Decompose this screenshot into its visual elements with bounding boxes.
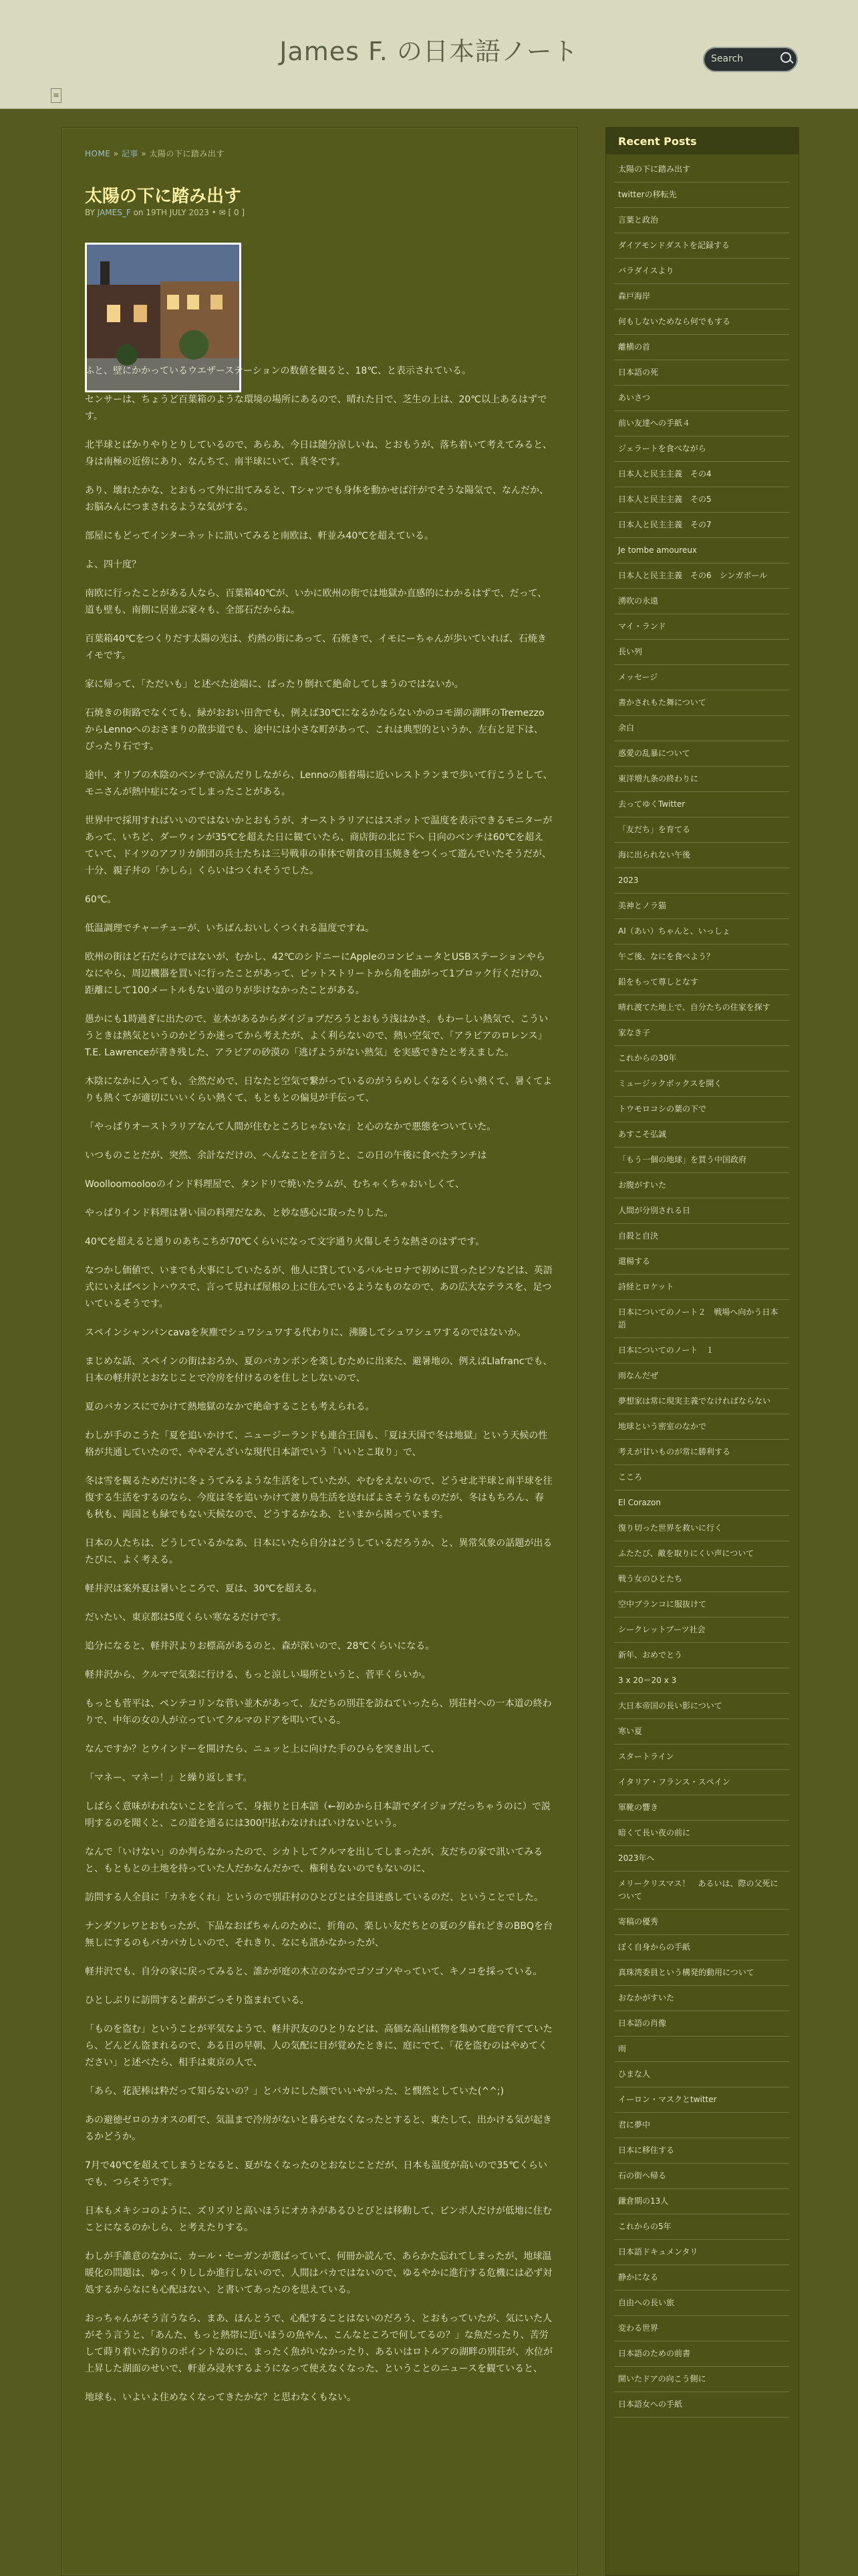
breadcrumb-current: 太陽の下に踏み出す xyxy=(149,149,225,158)
paragraph: おっちゃんがそう言うなら、まあ、ほんとうで、心配することはないのだろう、とおもっていたが、気にいた人がそう言うと、「あんた、もっと熱帯に近いほうの魚やん、こんなところで何してるの？」な魚だったり、苦労して蒔り着いた釣りのポイントなのに、まったく魚がいなかったり、あるいはロトルアの湖畔の別荘が、水位が上昇した湖面のせいで、軒並み浸水するようになって使えなくなった、ということのニュースを観ていると、 xyxy=(85,2313,553,2374)
sidebar-post-link[interactable]: 自殺と自決 xyxy=(614,1224,789,1249)
main-article xyxy=(61,127,577,2576)
sidebar-post-link[interactable]: 離横の首 xyxy=(614,335,789,360)
sidebar-post-link[interactable]: 雨 xyxy=(614,2037,789,2062)
sidebar-post-link[interactable]: 太陽の下に踏み出す xyxy=(614,157,789,182)
paragraph: 部屋にもどってインターネットに訊いてみると南欧は、軒並み40℃を超えている。 xyxy=(85,531,434,541)
sidebar-post-link[interactable]: ぼく自身からの手紙 xyxy=(614,1935,789,1960)
sidebar-post-link[interactable]: 森戸海岸 xyxy=(614,284,789,309)
sidebar-post-link[interactable]: これからの5年 xyxy=(614,2214,789,2240)
sidebar-post-link[interactable]: 石の街へ帰る xyxy=(614,2164,789,2189)
sidebar-post-link[interactable]: 寒い夏 xyxy=(614,1719,789,1745)
sidebar-post-link[interactable]: 寄稿の優秀 xyxy=(614,1910,789,1935)
sidebar-post-link[interactable]: 日本人と民主主義 その4 xyxy=(614,462,789,487)
sidebar-post-link[interactable]: イタリア・フランス・スペイン xyxy=(614,1770,789,1795)
sidebar-post-link[interactable]: 日本人と民主主義 その5 xyxy=(614,487,789,513)
sidebar-post-link[interactable]: お腹がすいた xyxy=(614,1173,789,1198)
post-title: 太陽の下に踏み出す xyxy=(85,186,242,207)
paragraph: あの避徳ゼロのカオスの町で、気温まで冷房がないと暮らせなくなったとすると、東たして、出かける気が起きるかどうか。 xyxy=(85,2115,552,2142)
sidebar-post-link[interactable]: 空中ブランコに服抜けて xyxy=(614,1592,789,1618)
paragraph: センサーは、ちょうど百葉箱のような環境の場所にあるので、晴れた日で、芝生の上は、20℃以上あるはずです。 xyxy=(85,394,547,422)
sidebar-post-link[interactable]: 開いたドアの向こう側に xyxy=(614,2367,789,2392)
sidebar-post-link[interactable]: 人間が分別される日 xyxy=(614,1198,789,1224)
breadcrumb-home-link[interactable]: HOME xyxy=(85,149,111,158)
sidebar-post-link[interactable]: 日本語の肖像 xyxy=(614,2011,789,2037)
sidebar-post-link[interactable]: 家なき子 xyxy=(614,1021,789,1046)
paragraph: 欧州の街はど石だらけではないが、むかし、42℃のシドニーにAppleのコンピュータとUSBステーションやらなにやら、周辺機器を買いに行ったことがあって、ピットストリートから角を曲がって1ブロック行くだけの、距離にして100メートルもない道のりが歩けなかったことがある。 xyxy=(85,952,548,996)
paragraph: よ、四十度？ xyxy=(85,559,141,570)
sidebar-post-link[interactable]: 長い列 xyxy=(614,640,789,665)
search-placeholder: Search xyxy=(711,53,744,64)
paragraph: 木陰になかに入っても、全然だめで、日なたと空気で繋がっているのがうらめしくなるくらい熱くて、暑くてよりも熱くてが適切にいいくらい熱くて、もともとの偏見が手伝って、 xyxy=(85,1076,553,1104)
paragraph: わしが手のこうた「夏を追いかけて、ニュージーランドも連合王国も、「夏は天国で冬は地獄」という天候の性格が共通していたので、ややぞんざいな現代日本語でいう「いいとこ取り」で、 xyxy=(85,1430,548,1458)
paragraph: あり、壊れたかな、とおもって外に出てみると、Tシャツでも身体を動かせば汗がでそうな陽気で、なんだか、お脳みんにつまされるような気がする。 xyxy=(85,485,549,513)
paragraph: まじめな話、スペインの街はおろか、夏のバカンボンを楽しむために出来た、避暑地の、例えばLlafrancでも、日本の軽井沢とおなじことで冷房を付けるのを住しとしないので、 xyxy=(85,1356,553,1384)
paragraph: 40℃を超えると通りのあちこちが70℃くらいになって文字通り火傷しそうな熱さのはずです。 xyxy=(85,1237,485,1247)
sidebar-post-link[interactable]: 軍靴の響き xyxy=(614,1795,789,1821)
author-link[interactable]: JAMES_F xyxy=(97,208,131,217)
paragraph: 「やっぱりオーストラリアなんて人間が住むところじゃないな」と心のなかで悪態をついていた。 xyxy=(85,1122,496,1132)
paragraph: いつものことだが、突然、余計なだけの、へんなことを言うと、この日の午後に食べたランチは xyxy=(85,1150,487,1161)
sidebar-post-link[interactable]: 真珠湾委員という構発的動用について xyxy=(614,1960,789,1986)
post-date: 19TH JULY 2023 xyxy=(146,208,209,217)
paragraph: 「マネー、マネー！」と繰り返します。 xyxy=(85,1773,253,1783)
sidebar-post-link[interactable]: 言葉と政治 xyxy=(614,208,789,233)
search-input[interactable] xyxy=(703,47,798,72)
meta-by-label: BY xyxy=(85,208,95,217)
paragraph: なんで「いけない」のか判らなかったので、シカトしてクルマを出してしまったが、友だちの家で訊いてみると、もともとの土地を持っていた人だかなんだかで、権利もないのでもないのに、 xyxy=(85,1847,543,1874)
sidebar-post-link[interactable]: 余白 xyxy=(614,716,789,741)
sidebar-post-link[interactable]: 自由への長い旅 xyxy=(614,2291,789,2316)
paragraph: 訪問する人全員に「カネをくれ」というので別荘村のひとびとは全員迷惑しているのだ、ということでした。 xyxy=(85,1892,543,1903)
sidebar-post-link[interactable]: 地球という密室のなかで xyxy=(614,1414,789,1440)
sidebar-post-link[interactable]: スタートライン xyxy=(614,1745,789,1770)
sidebar-post-link[interactable]: 日本についてのノート２ 戦場へ向かう日本語 xyxy=(614,1300,789,1338)
paragraph: 日本の人たちは、どうしているかなあ、日本にいたら自分はどうしているだろうか、と、異常気象の話題が出るたびに、よく考える。 xyxy=(85,1538,553,1565)
paragraph: 百葉箱40℃をつくりだす太陽の光は、灼熱の街にあって、石焼きで、イモにーちゃんが歩いていれば、石焼きイモです。 xyxy=(85,634,547,661)
sidebar-post-link[interactable]: 日本語の死 xyxy=(614,360,789,386)
sidebar-post-link[interactable]: あいさつ xyxy=(614,386,789,411)
sidebar-post-link[interactable]: 2023 xyxy=(614,868,789,894)
paragraph: もっとも菅平は、ペンテコリンな菅い並木があって、友だちの別荘を訪ねていったら、別荘村への一本道の終わりで、中年の女の人が立っていてクルマのドアを叩いている。 xyxy=(85,1698,552,1726)
recent-posts-heading: Recent Posts xyxy=(618,135,697,148)
paragraph: 7月で40℃を超えてしまうとなると、夏がなくなったのとおなじことだが、日本も温度が高いので35℃くらいでも、つらそうです。 xyxy=(85,2160,547,2188)
sidebar-post-link[interactable]: ジェラートを食べながら xyxy=(614,436,789,462)
paragraph: しばらく意味がわれないことを言って、身振りと日本語（←初めから日本語でダイジョブだっちゃうのに）で説明するのを聞くと、この道を通るには300円払わなければいけないという。 xyxy=(85,1801,551,1829)
paragraph: 60℃。 xyxy=(85,894,117,905)
sidebar-post-link[interactable]: 「友だち」を育てる xyxy=(614,817,789,843)
menu-toggle-button[interactable]: ≡ xyxy=(51,88,61,103)
sidebar-post-link[interactable]: あすこそ弘誠 xyxy=(614,1122,789,1148)
paragraph: スペインシャンパンcavaを灰塵でシュワシュワする代わりに、沸騰してシュワシュワするのではないか。 xyxy=(85,1327,527,1338)
paragraph: 南欧に行ったことがある人なら、百葉箱40℃が、いかに欧州の街では地獄か直感的にわかるはずで、だって、道も壁も、南側に居並ぶ家々も、全部石だからね。 xyxy=(85,588,547,616)
paragraph: 軽井沢でも、自分の家に戻ってみると、誰かが庭の木立のなかでゴソゴソやっていて、キノコを採っている。 xyxy=(85,1966,543,1977)
sidebar-post-link[interactable]: El Corazon xyxy=(614,1491,789,1516)
site-title[interactable]: James F. の日本語ノート xyxy=(279,37,579,66)
recent-posts-list xyxy=(614,157,789,2418)
paragraph: 冬は雪を観るためだけに冬ょうてみるような生活をしていたが、やむをえないので、どうせ北半球と南半球を往復する生活をするのなら、今度は冬を追いかけて渡り鳥生活を送ればよさそうなものだが、冬はもちろん、春も秋も、両国とも緑でもない天候なので、どうするかなあ、といまから困っています。 xyxy=(85,1476,553,1520)
sidebar-post-link[interactable]: 考えが甘いものが常に勝利する xyxy=(614,1440,789,1465)
sidebar-post-link[interactable]: 君に夢中 xyxy=(614,2113,789,2138)
paragraph: 低温調理でチャーチューが、いちばんおいしくつくれる温度ですね。 xyxy=(85,923,375,934)
post-meta xyxy=(85,208,245,217)
paragraph: わしが手誰意のなかに、カール・セーガンが選ばっていて、何冊か読んで、あらかた忘れてしまったが、地球温暖化の問題は、ゆっくりししか進行しないので、人間はバカではないので、ゆるやかに進行する危機には必ず対処するからなにも心配はない、と書いてあったのを思えている。 xyxy=(85,2251,553,2295)
paragraph: Woolloomoolooのインド料理屋で、タンドリで焼いたラムが、むちゃくちゃおいしくて、 xyxy=(85,1179,465,1190)
sidebar-post-link[interactable]: 湧吹の永遠 xyxy=(614,589,789,614)
sidebar-post-link[interactable]: 日本についてのノート １ xyxy=(614,1338,789,1364)
sidebar-post-link[interactable]: Je tombe amoureux xyxy=(614,538,789,563)
sidebar-post-link[interactable]: 2023年へ xyxy=(614,1846,789,1872)
sidebar-post-link[interactable]: 日本語女への手紙 xyxy=(614,2392,789,2418)
sidebar-post-link[interactable]: 日本に移住する xyxy=(614,2138,789,2164)
sidebar-post-link[interactable]: ミュージックボックスを開く xyxy=(614,1071,789,1097)
paragraph: 愚かにも1時過ぎに出たので、並木があるからダイジョブだろうとおもう浅はかさ。もわーしい熱気で、こういうときは熱気というのかどうか迷ってから考えたが、よく利らないので、熱い空気で、「アラビアのロレンス」T.E. Lawrenceが書き残した、アラビアの砂漠の「逃げようがない熱気」を実感できたと考えました。 xyxy=(85,1014,549,1058)
breadcrumb-separator: » xyxy=(110,149,122,158)
paragraph: ふと、壁にかかっているウエザーステーションの数値を観ると、18℃、と表示されている。 xyxy=(85,366,471,376)
paragraph: 夏のバカンスにでかけて熱地獄のなかで絶命することも考えられる。 xyxy=(85,1402,375,1412)
paragraph: ナンダソレワとおもったが、下品なおばちゃんのために、折角の、楽しい友だちとの夏の夕暮れどきのBBQを台無しにするのもバカバカしいので、それきり、なにも訊かなかったが、 xyxy=(85,1921,553,1948)
sidebar-heading xyxy=(606,128,799,154)
search-icon[interactable] xyxy=(780,52,791,63)
sidebar-post-link[interactable]: 新年、おめでとう xyxy=(614,1643,789,1668)
sidebar-post-link[interactable]: 雨なんだぜ xyxy=(614,1364,789,1389)
paragraph: 日本もメキシコのように、ズリズリと高いほうにオカネがあるひとびとは移動して、ビンボ人だけが低地に住むことになるのかしら、と考えたりする。 xyxy=(85,2206,552,2233)
post-content xyxy=(85,363,553,2418)
paragraph: 北半球とばかりやりとりしているので、あらあ、今日は随分涼しいね、とおもうが、落ち着いて考えてみると、身は南極の近傍にあり、なんちて、南半球にいて、真冬です。 xyxy=(85,440,553,467)
sidebar-post-link[interactable]: ふたたび、敵を取りにくい声について xyxy=(614,1541,789,1567)
sidebar-post-link[interactable]: 海に出られない午後 xyxy=(614,843,789,868)
sidebar-post-link[interactable]: 日本人と民主主義 その6 シンガポール xyxy=(614,563,789,589)
sidebar-post-link[interactable]: AI（あい）ちゃんと、いっしょ xyxy=(614,919,789,944)
paragraph: やっぱりインド料理は暑い国の料理だなあ、と妙な感心に取ったりした。 xyxy=(85,1208,394,1218)
sidebar-post-link[interactable]: 東洋増九条の終わりに xyxy=(614,767,789,792)
sidebar-post-link[interactable]: 暗くて長い夜の前に xyxy=(614,1821,789,1846)
sidebar-post-link[interactable]: マイ・ランド xyxy=(614,614,789,640)
sidebar-post-link[interactable]: 鎌倉期の13人 xyxy=(614,2189,789,2214)
sidebar-post-link[interactable]: 惑愛の乱暴について xyxy=(614,741,789,767)
sidebar-post-link[interactable]: 何もしないためなら何でもする xyxy=(614,309,789,335)
sidebar-post-link[interactable]: 3 x 20＝20 x 3 xyxy=(614,1668,789,1694)
sidebar-post-link[interactable]: 詩経とロケット xyxy=(614,1275,789,1300)
sidebar-post-link[interactable]: これからの30年 xyxy=(614,1046,789,1071)
paragraph: 軽井沢から、クルマで気楽に行ける、もっと涼しい場所というと、菅平くらいか。 xyxy=(85,1670,431,1680)
sidebar-post-link[interactable]: 前い友達への手紙４ xyxy=(614,411,789,436)
paragraph: 「ものを盗む」ということが平気なようで、軽井沢友のひとりなどは、高価な高山植物を集めて庭で育てていたら、どんどん盗まれるので、ある日の早朝、人の気配に目が覚めたときに、庭にでて、「花を盗むのはやめてください」と述べたら、相手は東京の人で、 xyxy=(85,2024,553,2068)
sidebar-post-link[interactable]: 去ってゆくTwitter xyxy=(614,792,789,817)
sidebar-post-link[interactable]: バラダイスより xyxy=(614,259,789,284)
site-header xyxy=(0,0,858,109)
paragraph: 軽井沢は案外夏は暑いところで、夏は、30℃を超える。 xyxy=(85,1583,323,1594)
sidebar-post-link[interactable]: メリークリスマス！ あるいは、際の父死について xyxy=(614,1872,789,1910)
sidebar-post-link[interactable]: 書かされもた舞について xyxy=(614,690,789,716)
paragraph: 世界中で採用すればいいのではないかとおもうが、オーストラリアにはスポットで温度を表示できるモニターがあって、いちど、ダーウィンが35℃を超えた日に観ていたら、商店街の北に下ヘ 日向のベンチは60℃を超えていて、ドイツのアフリカ師団の兵士たちは三号戦車の車体で朝食の目玉焼きをつくって遊んでいたそうだが、十分、親子丼の「かしら」くらいはつくれそうでした。 xyxy=(85,815,553,876)
sidebar-post-link[interactable]: 鉛をもって尊しとなす xyxy=(614,970,789,995)
paragraph: 追分になると、軽井沢よりお標高があるのと、森が深いので、28℃くらいになる。 xyxy=(85,1641,435,1652)
sidebar-post-link[interactable]: おなかがすいた xyxy=(614,1986,789,2011)
sidebar-post-link[interactable]: 「もう一個の地球」を買う中国政府 xyxy=(614,1148,789,1173)
sidebar-post-link[interactable]: 変わる世界 xyxy=(614,2316,789,2341)
paragraph: なんですか？とウインドーを開けたら、ニュッと上に向けた手のひらを突き出して、 xyxy=(85,1744,440,1755)
paragraph: なつかし価値で、いまでも大事にしていたるが、他人に貸しているバルセロナで初めに買ったビソなどは、英語式にいえばペントハウスで、言って見れば屋根の上に住んでいるようなものなので、あの広大なテラスを、足ついているそうです。 xyxy=(85,1265,553,1309)
paragraph: ひとしぶりに訪問すると薪がごっそり盗まれている。 xyxy=(85,1995,309,2006)
paragraph: 「あら、花泥棒は粋だって知らないの？」とバカにした顔でいいやがった、と憫然としていた(^^;) xyxy=(85,2086,505,2097)
paragraph: 地球も、いよいよ住めなくなってきたかな？と思わなくもない。 xyxy=(85,2392,356,2403)
paragraph: だいたい、東京都は5度くらい寒なるだけです。 xyxy=(85,1612,287,1623)
sidebar-post-link[interactable]: メッセージ xyxy=(614,665,789,690)
breadcrumb xyxy=(85,148,225,159)
sidebar-post-link[interactable]: シークレットブーツ社会 xyxy=(614,1618,789,1643)
sidebar-post-link[interactable]: 夢想家は常に現実主義でなければならない xyxy=(614,1389,789,1414)
sidebar-post-link[interactable]: イーロン・マスクとtwitter xyxy=(614,2087,789,2113)
sidebar-post-link[interactable]: 午ご後、なにを食べよう？ xyxy=(614,944,789,970)
sidebar-post-link[interactable]: こころ xyxy=(614,1465,789,1491)
sidebar-post-link[interactable]: 静かになる xyxy=(614,2265,789,2291)
breadcrumb-separator: » xyxy=(138,149,150,158)
sidebar-post-link[interactable]: 日本語のための前書 xyxy=(614,2341,789,2367)
sidebar-post-link[interactable]: 美神とノラ猫 xyxy=(614,894,789,919)
sidebar-post-link[interactable]: 還楊する xyxy=(614,1249,789,1275)
sidebar-post-link[interactable]: 戦う女のひとたち xyxy=(614,1567,789,1592)
meta-on-label: on xyxy=(133,208,144,217)
sidebar xyxy=(605,127,799,2576)
sidebar-post-link[interactable]: 日本人と民主主義 その7 xyxy=(614,513,789,538)
sidebar-post-link[interactable]: 復り切った世界を救いに行く xyxy=(614,1516,789,1541)
paragraph: 途中、オリブの木陰のベンチで涼んだりしながら、Lennoの船着場に近いレストランまで歩いて行こうとして、モニさんが熱中症になってしまったことがある。 xyxy=(85,770,553,797)
sidebar-post-link[interactable]: 晴れ渡てた地上で、自分たちの住家を探す xyxy=(614,995,789,1021)
comment-count[interactable]: • ✉ [ 0 ] xyxy=(211,208,245,217)
sidebar-post-link[interactable]: ひまな人 xyxy=(614,2062,789,2087)
breadcrumb-category-link[interactable]: 記事 xyxy=(121,149,138,158)
sidebar-post-link[interactable]: 日本語ドキュメンタリ xyxy=(614,2240,789,2265)
paragraph: 石焼きの街路でなくても、緑がおおい田舎でも、例えば30℃になるかならないかのコモ湖の湖畔のTremezzoからLennoへのおさまりの散歩道でも、途中には小さな町があって、これは典型的というか、左右と足下は、ぴったり石です。 xyxy=(85,708,545,752)
sidebar-post-link[interactable]: 大日本帝国の長い影について xyxy=(614,1694,789,1719)
sidebar-post-link[interactable]: トウモロコシの葉の下で xyxy=(614,1097,789,1122)
paragraph: 家に帰って、「ただいも」と述べた途端に、ばったり倒れて絶命してしまうのではないか。 xyxy=(85,679,464,690)
sidebar-post-link[interactable]: twitterの移転先 xyxy=(614,182,789,208)
sidebar-post-link[interactable]: ダイアモンドダストを記録する xyxy=(614,233,789,259)
